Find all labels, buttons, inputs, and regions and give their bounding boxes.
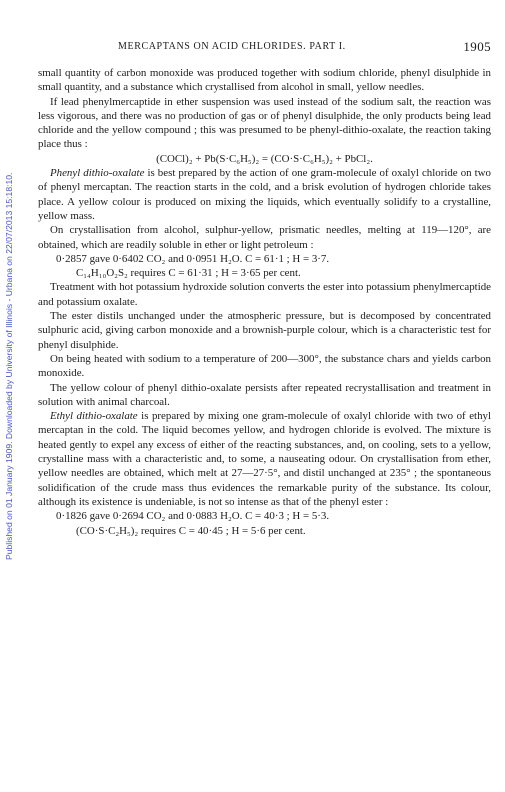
- article-body: [38, 66, 491, 538]
- paragraph: small quantity of carbon monoxide was produced together with sodium chloride, phenyl disulphide in small quantity, and a substance which crystallised from alcohol in small, yellow needles.: [38, 67, 491, 94]
- analysis-line: 0·1826 gave 0·2694 CO₂ and 0·0883 H₂O. C = 40·3 ; H = 5·3.: [56, 510, 330, 523]
- page-number: 1905: [463, 39, 491, 54]
- page-header: [38, 39, 491, 55]
- paragraph: [38, 409, 491, 509]
- compound-name: Phenyl dithio-oxalate: [50, 167, 145, 180]
- paragraph: On crystallisation from alcohol, sulphur-yellow, prismatic needles, melting at 119—120°, are obtained, which are readily soluble in ether or light petroleum :: [38, 224, 491, 251]
- analysis-line: 0·2857 gave 0·6402 CO₂ and 0·0951 H₂O. C = 61·1 ; H = 3·7.: [56, 252, 330, 265]
- paragraph: [38, 166, 491, 223]
- paragraph-text: is prepared by mixing one gram-molecule of oxalyl chloride with two of ethyl mercaptan in the cold. The liquid becomes yellow, and hydrogen chloride is evolved. The mixture is heated gently to expel any excess of either of the reacting substances, and, on cooling, sets to a yellow, crystalline mass with a characteristic and, to some, a nauseating odour. On crystallisation from ether, yellow needles are obtained, which melt at 27—27·5°, and distil unchanged at 235° ; the spontaneous solidification of the crude mass thus evidences the remarkable purity of the substance. Its colour, although its existence is undeniable, is not so intense as that of the phenyl ester :: [38, 410, 491, 508]
- analysis-line: C₁₄H₁₀O₂S₂ requires C = 61·31 ; H = 3·65 per cent.: [76, 267, 301, 280]
- analysis-line: (CO·S·C₂H₅)₂ requires C = 40·45 ; H = 5·6 per cent.: [76, 524, 306, 537]
- paragraph: The yellow colour of phenyl dithio-oxalate persists after repeated recrystallisation and treatment in solution with animal charcoal.: [38, 381, 491, 408]
- paragraph: The ester distils unchanged under the atmospheric pressure, but is decomposed by concentrated sulphuric acid, giving carbon monoxide and a brownish-purple colour, which is a characteristic test for phenyl disulphide.: [38, 310, 491, 351]
- compound-name: Ethyl dithio-oxalate: [50, 410, 138, 423]
- publication-watermark: Published on 01 January 1909. Downloaded by University of Illinois - Urbana on 22/07/2013 15:18:10.: [4, 172, 14, 560]
- paragraph: If lead phenylmercaptide in ether suspension was used instead of the sodium salt, the reaction was less vigorous, and there was no production of gas or of phenyl disulphide, the only products being lead chloride and the yellow compound ; this was presumed to be phenyl-dithio-oxalate, the reaction taking place thus :: [38, 95, 491, 151]
- paragraph: On being heated with sodium to a temperature of 200—300°, the substance chars and yields carbon monoxide.: [38, 352, 491, 380]
- reaction-equation: (COCl)₂ + Pb(S·C₆H₅)₂ = (CO·S·C₆H₅)₂ + PbCl₂.: [156, 152, 373, 165]
- running-title: MERCAPTANS ON ACID CHLORIDES. PART I.: [118, 41, 346, 52]
- paragraph: Treatment with hot potassium hydroxide solution converts the ester into potassium phenylmercaptide and potassium oxalate.: [38, 281, 491, 308]
- paragraph-text: is best prepared by the action of one gram-molecule of oxalyl chloride on two of phenyl mercaptan. The reaction starts in the cold, and a brisk evolution of hydrogen chloride takes place. A yellow colour is produced on mixing the liquids, which eventually solidify to a crystalline, yellow mass.: [38, 167, 491, 222]
